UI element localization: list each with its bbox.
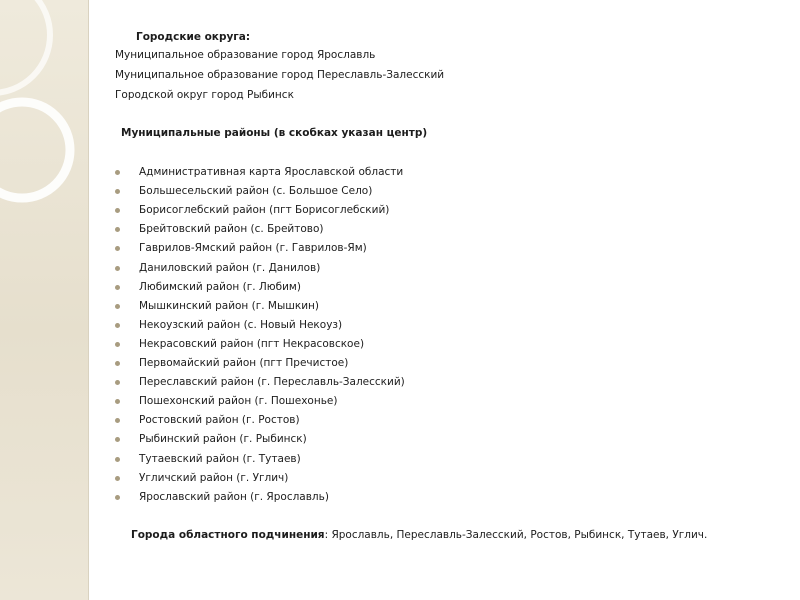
district-item: Ростовский район (г. Ростов) [139,414,300,427]
district-item: Брейтовский район (с. Брейтово) [139,223,324,236]
bullet-icon [115,285,120,290]
district-item: Административная карта Ярославской области [139,166,404,178]
decorative-sidebar [0,0,88,600]
bullet-icon [115,476,120,481]
footer-text: : Ярославль, Переславль-Залесский, Ростов, Рыбинск, Тутаев, Углич. [324,529,708,541]
bullet-icon [115,457,120,462]
district-item: Мышкинский район (г. Мышкин) [139,299,320,312]
decorative-rings [0,0,88,600]
district-item: Даниловский район (г. Данилов) [139,261,321,274]
bullet-icon [115,342,120,347]
heading-urban-districts: Городские округа: [136,31,251,43]
heading-municipal-districts: Муниципальные районы (в скобках указан центр) [121,127,428,139]
bullet-icon [115,361,120,366]
district-item: Пошехонский район (г. Пошехонье) [139,395,338,408]
footer-label: Города областного подчинения [131,529,325,541]
district-item: Тутаевский район (г. Тутаев) [139,452,301,465]
bullet-icon [115,418,120,423]
district-item: Любимский район (г. Любим) [139,280,301,293]
district-item: Гаврилов-Ямский район (г. Гаврилов-Ям) [139,242,367,255]
bullet-icon [115,380,120,385]
sidebar-divider [88,0,89,600]
bullet-icon [115,437,120,442]
district-item: Борисоглебский район (пгт Борисоглебский) [139,204,390,217]
bullet-icon [115,495,120,500]
bullet-icon [115,189,120,194]
district-item: Рыбинский район (г. Рыбинск) [139,433,307,446]
bullet-icon [115,304,120,309]
district-item: Угличский район (г. Углич) [139,471,289,484]
district-item: Некрасовский район (пгт Некрасовское) [139,337,365,350]
district-item: Первомайский район (пгт Пречистое) [139,357,349,369]
urban-district-item: Муниципальное образование город Переславль-Залесский [115,69,445,81]
district-item: Переславский район (г. Переславль-Залесский) [139,376,405,389]
bullet-icon [115,323,120,328]
district-item: Ярославский район (г. Ярославль) [139,490,329,503]
bullet-icon [115,246,120,251]
urban-district-item: Городской округ город Рыбинск [115,89,294,101]
bullet-icon [115,227,120,232]
footer-cities [131,528,707,542]
bullet-icon [115,208,120,213]
bullet-icon [115,170,120,175]
district-item: Некоузский район (с. Новый Некоуз) [139,318,343,331]
urban-district-item: Муниципальное образование город Ярославль [115,49,376,61]
district-item: Большесельский район (с. Большое Село) [139,185,373,198]
bullet-icon [115,266,120,271]
bullet-icon [115,399,120,404]
